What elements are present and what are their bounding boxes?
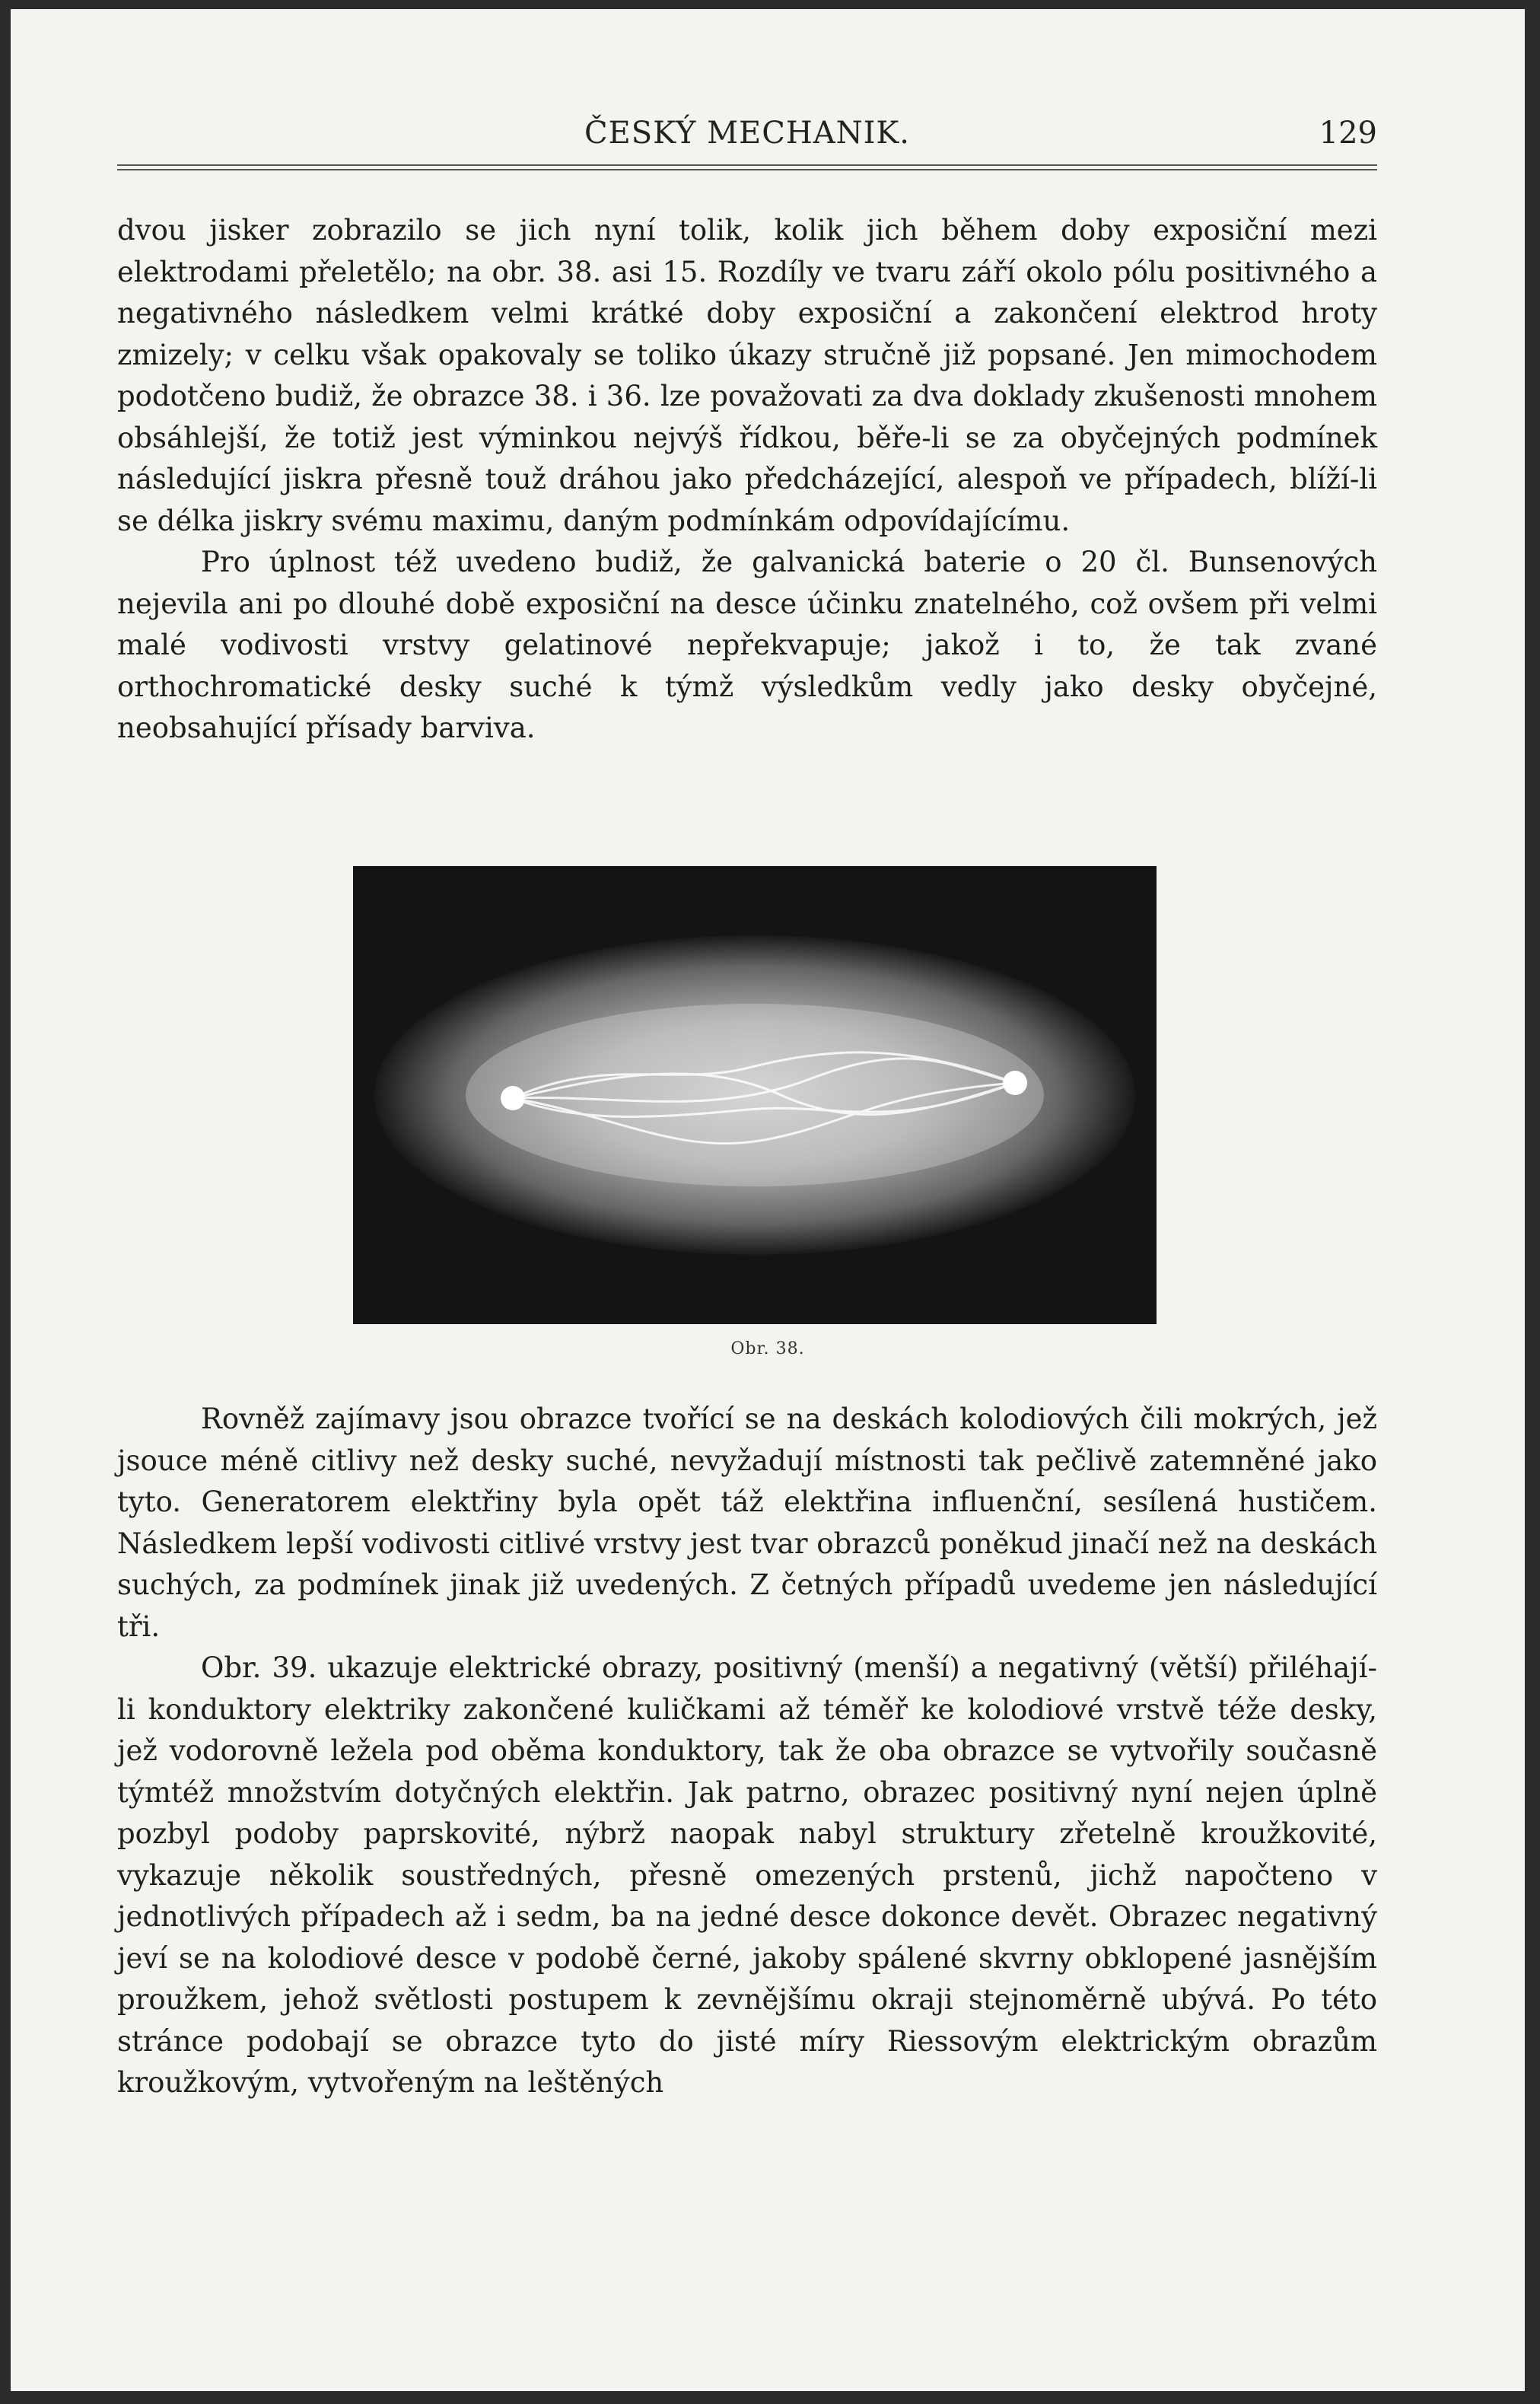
figure-photograph bbox=[353, 866, 1157, 1324]
page-number: 129 bbox=[1319, 116, 1377, 151]
running-title: ČESKÝ MECHANIK. bbox=[584, 116, 911, 151]
text-block-bottom bbox=[117, 1399, 1377, 2104]
paragraph: dvou jisker zobrazilo se jich nyní tolik, kolik jich během doby exposiční mezi elektrodami přeletělo; na obr. 38. asi 15. Rozdíly ve tvaru září okolo pólu positivného a negativného následkem velmi krátké doby exposiční a zakončení elektrod hroty zmizely; v celku však opakovaly se toliko úkazy stručně již popsané. Jen mimochodem podotčeno budiž, že obrazce 38. i 36. lze považovati za dva doklady zkušenosti mnohem obsáhlejší, že totiž jest výminkou nejvýš řídkou, běře-li se za obyčejných podmínek následující jiskra přesně touž dráhou jako předcházející, alespoň ve případech, blíží-li se délka jiskry svému maximu, daným podmínkám odpovídajícímu. bbox=[117, 214, 1377, 537]
paragraph: Obr. 39. ukazuje elektrické obrazy, positivný (menší) a negativný (větší) přiléhají-li konduktory elektriky zakončené kuličkami až téměř ke kolodiové vrstvě téže desky, jež vodorovně ležela pod oběma konduktory, tak že oba obrazce se vytvořily současně týmtéž množstvím dotyčných elektřin. Jak patrno, obrazec positivný nyní nejen úplně pozbyl podoby paprskovité, nýbrž naopak nabyl struktury zřetelně kroužkovité, vykazuje několik soustředných, přesně omezených prstenů, jichž napočteno v jednotlivých případech až i sedm, ba na jedné desce dokonce devět. Obrazec negativný jeví se na kolodiové desce v podobě černé, jakoby spálené skvrny obklopené jasnějším proužkem, jehož světlosti postupem k zevnějšímu okraji stejnoměrně ubývá. Po této stránce podobají se obrazce tyto do jisté míry Riessovým elektrickým obrazům kroužkovým, vytvořeným na leštěných bbox=[117, 1651, 1377, 2099]
book-page bbox=[11, 9, 1525, 2391]
paragraph: Pro úplnost též uvedeno budiž, že galvanická baterie o 20 čl. Bunsenových nejevila ani po dlouhé době exposiční na desce účinku znatelného, což ovšem při velmi malé vodivosti vrstvy gelatinové nepřekvapuje; jakož i to, že tak zvané orthochromatické desky suché k týmž výsledkům vedly jako desky obyčejné, neobsahující přísady barviva. bbox=[117, 546, 1377, 744]
page-header bbox=[117, 116, 1377, 161]
negative-pole bbox=[1003, 1071, 1027, 1095]
header-rule bbox=[117, 164, 1377, 170]
text-block-top bbox=[117, 210, 1377, 750]
paragraph: Rovněž zajímavy jsou obrazce tvořící se na deskách kolodiových čili mokrých, jež jsouce méně citlivy než desky suché, nevyžadují místnosti tak pečlivě zatemněné jako tyto. Generatorem elektřiny byla opět táž elektřina influenční, sesílená hustičem. Následkem lepší vodivosti citlivé vrstvy jest tvar obrazců poněkud jinačí než na deskách suchých, za podmínek jinak již uvedených. Z četných případů uvedeme jen následující tři. bbox=[117, 1403, 1377, 1643]
positive-pole bbox=[501, 1086, 525, 1110]
figure-caption: Obr. 38. bbox=[730, 1339, 805, 1358]
spark-discharge-image bbox=[353, 866, 1157, 1324]
